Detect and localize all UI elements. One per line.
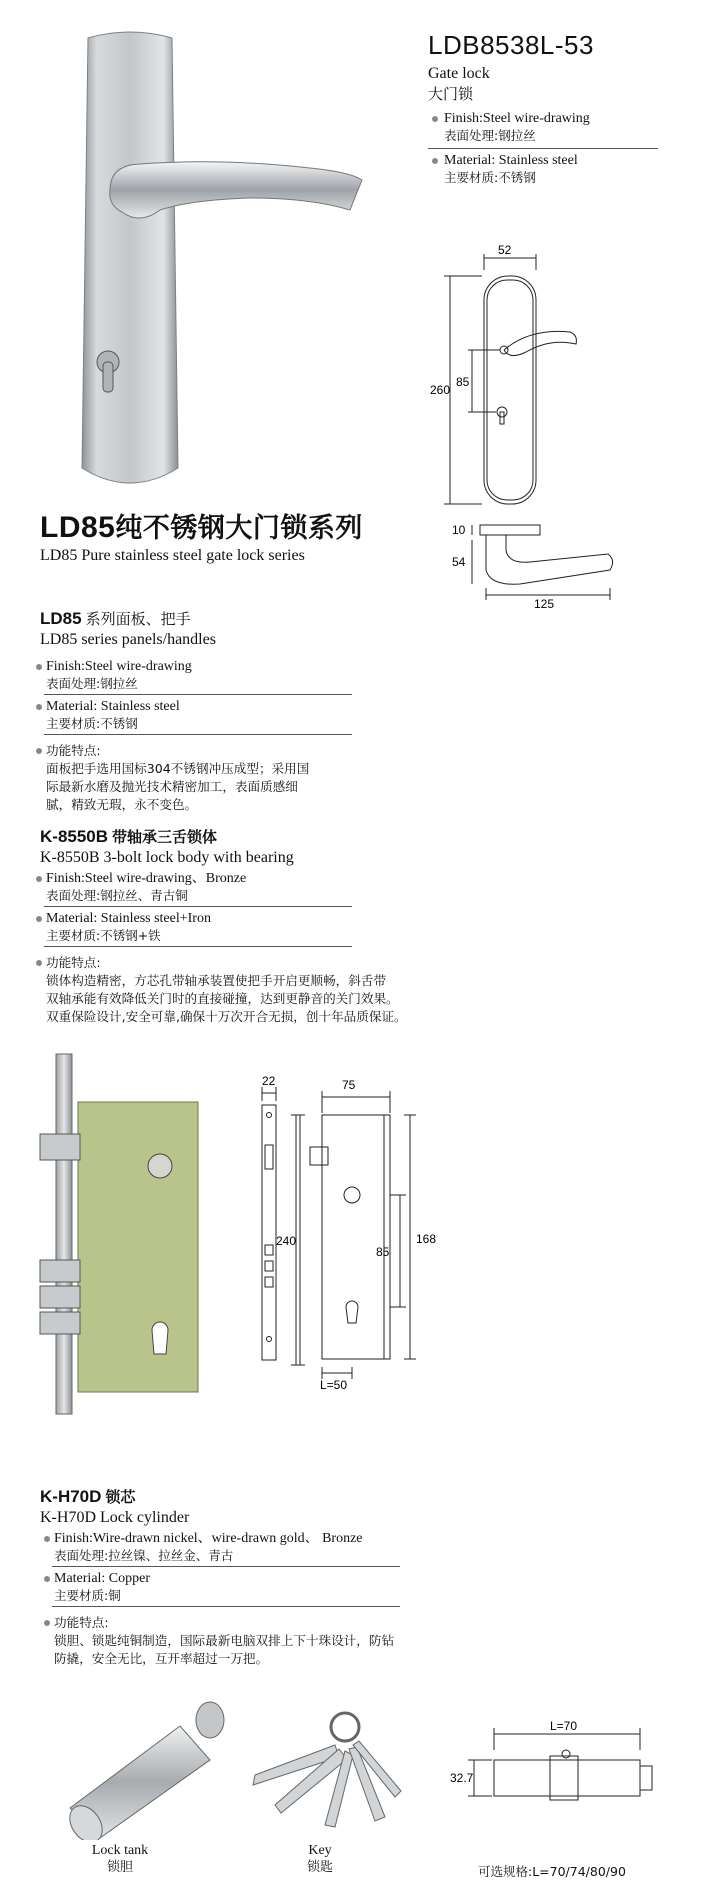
feature-line: 锁体构造精密，方芯孔带轴承装置使把手开启更顺畅，斜舌带: [46, 973, 387, 988]
spec-en: Material: Stainless steel+Iron: [46, 911, 211, 926]
lockbody-title-cn: 带轴承三舌锁体: [112, 828, 218, 846]
divider: [428, 148, 658, 149]
lockbody-features: [32, 954, 472, 1026]
product-name-en: Gate lock: [428, 65, 490, 82]
panels-spec-material: [32, 698, 352, 732]
dim-backset: L=50: [320, 1378, 348, 1392]
caption-en: Key: [308, 1843, 332, 1858]
lockbody-technical-drawing: [240, 1075, 510, 1395]
spec-cn: 表面处理:拉丝镍、拉丝金、青古: [54, 1548, 234, 1563]
lockbody-photo: [20, 1050, 230, 1430]
caption-cn: 锁胆: [106, 1860, 133, 1875]
dim-handle-height: 54: [452, 555, 466, 569]
lockbody-code: K-8550B: [40, 827, 109, 846]
cylinder-features: [40, 1614, 480, 1668]
dim-cylinder-height: 32.7: [450, 1771, 474, 1785]
bullet-icon: [432, 116, 438, 122]
bullet-icon: [36, 664, 42, 670]
features-label: 功能特点:: [46, 955, 101, 970]
spec-en: Material: Copper: [54, 1571, 151, 1586]
features-label: 功能特点:: [54, 1615, 109, 1630]
deadbolt: [40, 1260, 80, 1282]
spec-en: Finish:Wire-drawn nickel、wire-drawn gold、 Bronze: [54, 1531, 363, 1546]
lockbody-heading: [40, 826, 217, 847]
cylinder-title-en: K-H70D Lock cylinder: [40, 1509, 190, 1526]
spindle-hole: [148, 1154, 172, 1178]
bullet-icon: [44, 1620, 50, 1626]
available-sizes: 可选规格:L=70/74/80/90: [478, 1864, 626, 1879]
bullet-icon: [36, 704, 42, 710]
lock-tank-photo: [60, 1690, 230, 1840]
series-title-cn: 纯不锈钢大门锁系列: [115, 513, 363, 544]
panels-spec-finish: [32, 658, 352, 692]
series-title: [40, 506, 363, 545]
key-ring: [331, 1713, 359, 1741]
caption-cn: 锁匙: [306, 1860, 333, 1875]
handle-photo: [70, 28, 200, 493]
caption-en: Lock tank: [91, 1843, 149, 1858]
spec-cn: 主要材质:不锈钢: [444, 170, 536, 185]
feature-line: 双轴承能有效降低关门时的直接碰撞，达到更静音的关门效果。: [46, 991, 399, 1006]
dim-depth: 22: [262, 1075, 276, 1088]
cylinder-heading: [40, 1486, 135, 1507]
bullet-icon: [44, 1536, 50, 1542]
dim-total-height: 240: [276, 1234, 297, 1248]
thumb-turn: [196, 1702, 224, 1738]
caption-lock-tank: [80, 1842, 160, 1876]
feature-line: 面板把手选用国标304不锈钢冲压成型；采用国: [46, 761, 310, 776]
spec-en: Finish:Steel wire-drawing: [46, 659, 192, 674]
cylinder-title-cn: 锁芯: [105, 1488, 136, 1506]
cylinder-code: K-H70D: [40, 1487, 102, 1506]
bullet-icon: [36, 876, 42, 882]
spec-en: Material: Stainless steel: [444, 153, 578, 168]
bullet-icon: [36, 916, 42, 922]
product-name-cn: 大门锁: [428, 85, 474, 103]
top-spec-finish: [428, 110, 658, 144]
top-spec-material: [428, 152, 658, 186]
panels-title-cn: 系列面板、把手: [85, 610, 191, 628]
model-number: LDB8538L-53: [428, 30, 594, 60]
spec-cn: 主要材质:铜: [54, 1588, 121, 1603]
spec-en: Finish:Steel wire-drawing、Bronze: [46, 871, 247, 886]
spec-cn: 表面处理:钢拉丝: [46, 676, 138, 691]
feature-line: 腻，精致无瑕，永不变色。: [46, 797, 198, 812]
features-label: 功能特点:: [46, 743, 101, 758]
lever-shape: [110, 162, 362, 218]
deadbolt: [40, 1312, 80, 1334]
spec-en: Finish:Steel wire-drawing: [444, 111, 590, 126]
dim-case-width: 75: [342, 1078, 356, 1092]
plate-shape: [82, 32, 178, 483]
dim-width: 52: [498, 243, 512, 257]
series-code: LD85: [40, 511, 116, 544]
bullet-icon: [36, 960, 42, 966]
dim-cylinder-length: L=70: [550, 1720, 578, 1733]
divider: [44, 946, 352, 947]
divider: [52, 1566, 400, 1567]
lever-handle-photo: [100, 150, 370, 240]
top-technical-drawing: [430, 240, 630, 610]
dim-case-height: 168: [416, 1232, 437, 1246]
panels-heading: [40, 608, 191, 629]
keys-photo: [235, 1705, 405, 1835]
feature-line: 双重保险设计,安全可靠,确保十万次开合无损，创十年品质保证。: [46, 1009, 407, 1024]
lockbody-title-en: K-8550B 3-bolt lock body with bearing: [40, 849, 294, 866]
series-title-en: LD85 Pure stainless steel gate lock series: [40, 547, 305, 564]
bullet-icon: [432, 158, 438, 164]
feature-line: 锁胆、锁匙纯铜制造，国际最新电脑双排上下十珠设计，防钻: [54, 1633, 395, 1648]
spec-cn: 表面处理:钢拉丝: [444, 128, 536, 143]
deadbolt: [40, 1286, 80, 1308]
divider: [44, 694, 352, 695]
bullet-icon: [44, 1576, 50, 1582]
caption-key: [290, 1842, 350, 1876]
dim-plate-thickness: 10: [452, 523, 466, 537]
lockbody-spec-finish: [32, 870, 352, 904]
bullet-icon: [36, 748, 42, 754]
spec-cn: 主要材质:不锈钢: [46, 716, 138, 731]
divider: [52, 1606, 400, 1607]
spec-cn: 主要材质:不锈钢+铁: [46, 928, 161, 943]
panels-features: [32, 742, 362, 814]
latch-bolt: [40, 1134, 80, 1160]
cylinder-spec-material: [40, 1570, 400, 1604]
panels-code: LD85: [40, 609, 82, 628]
dim-handle-hole: 85: [456, 375, 470, 389]
dim-height: 260: [430, 383, 451, 397]
cylinder-technical-drawing: [450, 1720, 670, 1820]
cylinder-hole: [152, 1322, 168, 1354]
faceplate: [56, 1054, 72, 1414]
divider: [44, 734, 352, 735]
spec-cn: 表面处理:钢拉丝、青古铜: [46, 888, 188, 903]
lockbody-spec-material: [32, 910, 352, 944]
dim-center-distance: 85: [376, 1245, 390, 1259]
feature-line: 防撬，安全无比，互开率超过一万把。: [54, 1651, 269, 1666]
cylinder-spec-finish: [40, 1530, 400, 1564]
dim-handle-length: 125: [534, 597, 555, 610]
lock-case: [78, 1102, 198, 1392]
divider: [44, 906, 352, 907]
feature-line: 际最新水磨及抛光技术精密加工，表面质感细: [46, 779, 298, 794]
panels-title-en: LD85 series panels/handles: [40, 631, 216, 648]
spec-en: Material: Stainless steel: [46, 699, 180, 714]
